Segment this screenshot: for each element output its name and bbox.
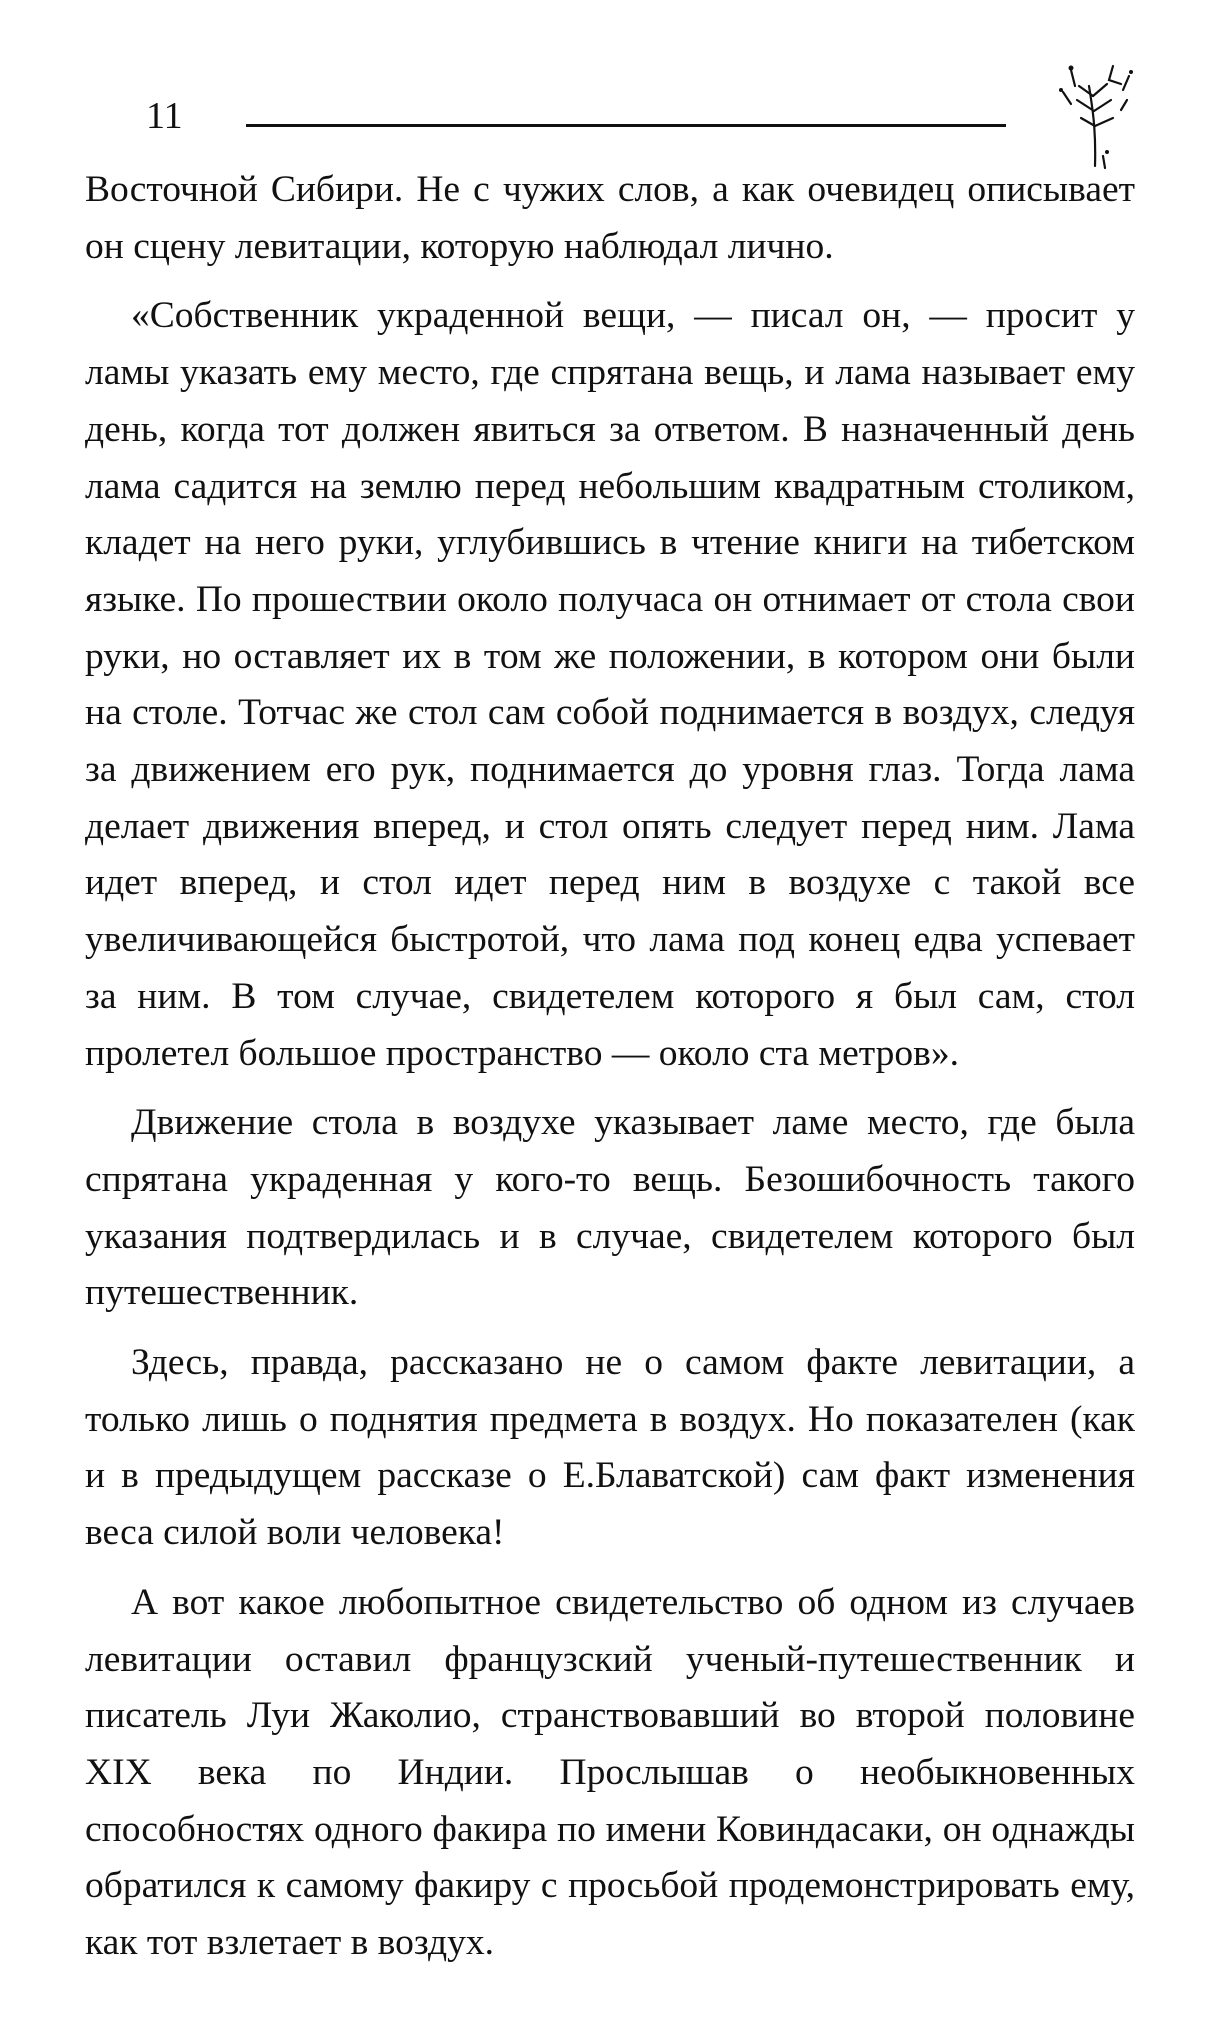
paragraph-1: Восточной Сибири. Не с чужих слов, а как очевидец описывает он сцену левитации, которую наблюдал лично. [85,169,1135,267]
paragraph-4: Здесь, правда, рассказано не о самом факте левитации, а только лишь о поднятия предмета в воздух. Но показателен (как и в предыдущем рассказе о Е.Блаватской) сам факт изменения веса силой воли человека! [85,1342,1135,1554]
page-number: 11 [146,95,183,137]
paragraph-3: Движение стола в воздухе указывает ламе место, где была спрятана украденная у кого-то вещь. Безошибочность такого указания подтвердилась и в случае, свидетелем которого был путешественник. [85,1102,1135,1314]
feather-ornament-icon [1041,56,1151,176]
page-header [136,96,1166,166]
body-text [85,162,1135,1985]
paragraph-2: «Собственник украденной вещи, — писал он, — просит у ламы указать ему место, где спрятана вещь, и лама называет ему день, когда тот должен явиться за ответом. В назначенный день лама садится на землю перед небольшим квадратным столиком, кладет на него руки, углубившись в чтение книги на тибетском языке. По прошествии около получаса он отнимает от стола свои руки, но оставляет их в том же положении, в котором они были на столе. Тотчас же стол сам собой поднимается в воздух, следуя за движением его рук, поднимается до уровня глаз. Тогда лама делает движения вперед, и стол опять следует перед ним. Лама идет вперед, и стол идет перед ним в воздухе с такой все увеличивающейся быстротой, что лама под конец едва успевает за ним. В том случае, свидетелем которого я был сам, стол пролетел большое пространство — около ста метров». [85,295,1135,1074]
paragraph-5: А вот какое любопытное свидетельство об одном из случаев левитации оставил французский ученый-путешественник и писатель Луи Жаколио, странствовавший во второй половине XIX века по Индии. Прослышав о необыкновенных способностях одного факира по имени Ковиндасаки, он однажды обратился к самому факиру с просьбой продемонстрировать ему, как тот взлетает в воздух. [85,1581,1135,1964]
header-rule [246,124,1006,127]
